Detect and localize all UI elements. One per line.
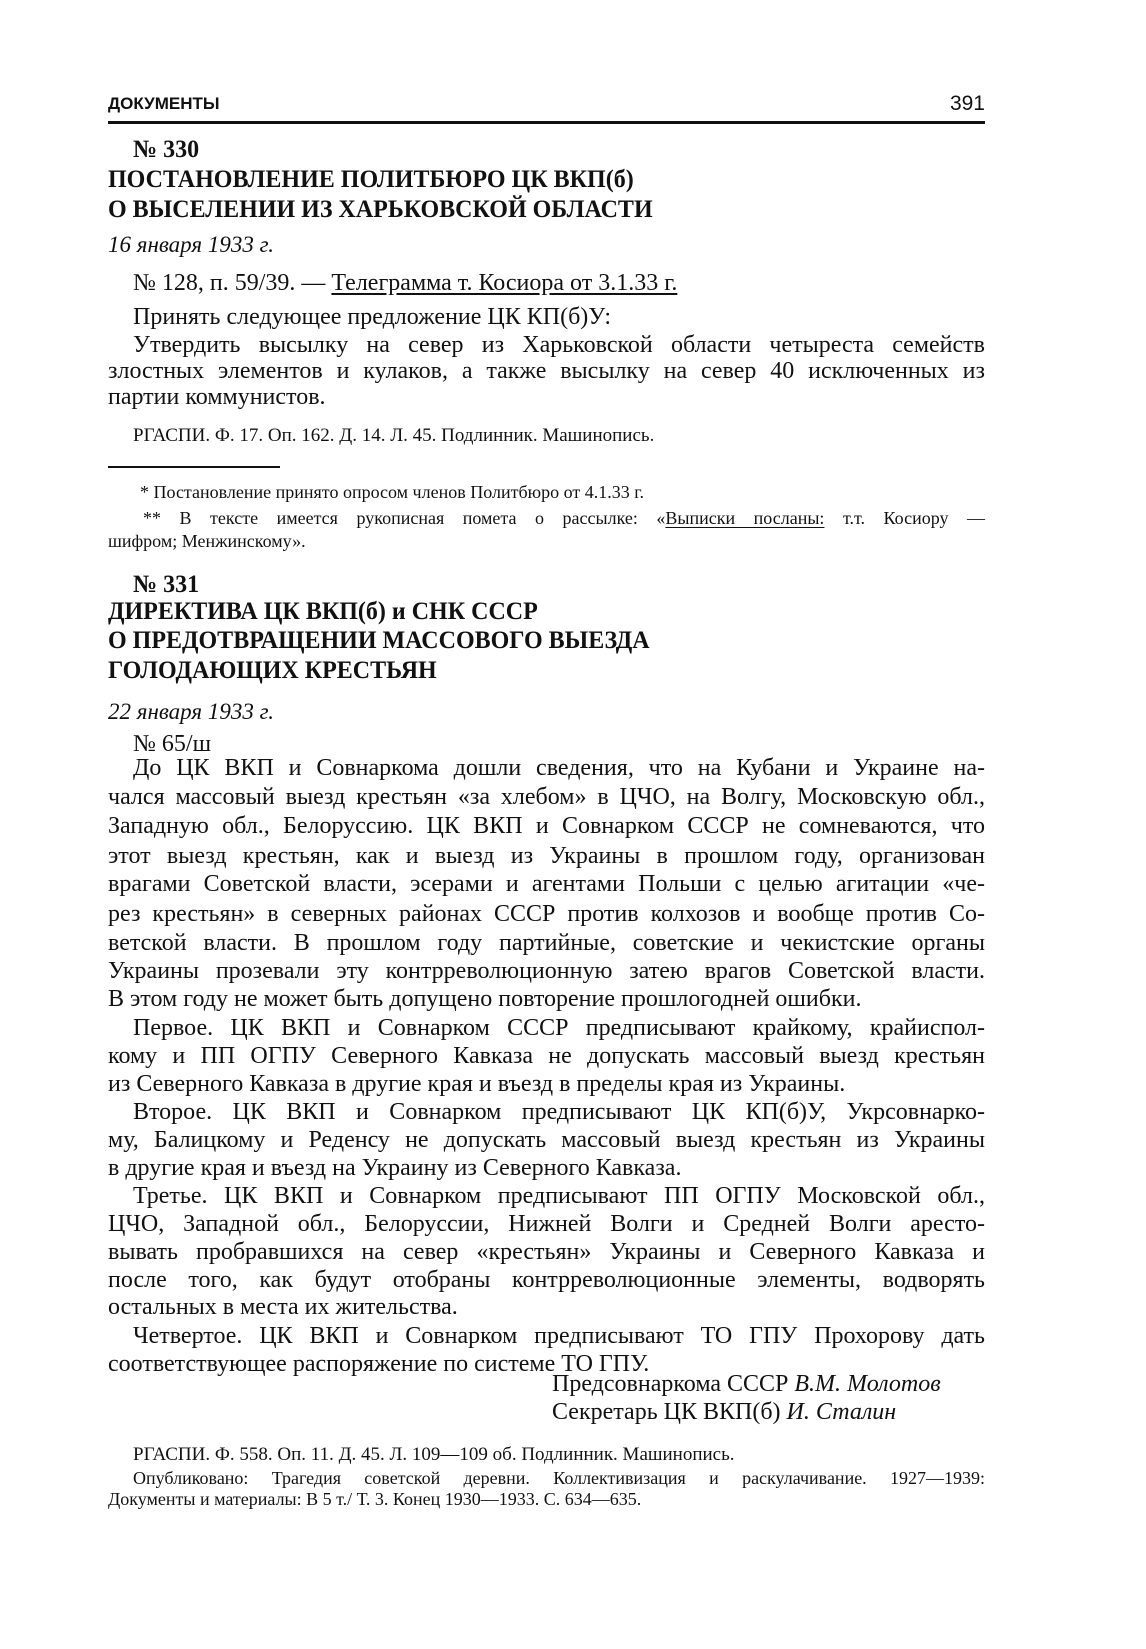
doc331-body-line: Западную обл., Белоруссию. ЦК ВКП и Совнарком СССР не сомневаются, что (108, 813, 985, 839)
doc331-body-line: вывать пробравшихся на север «крестьян» Украины и Северного Кавказа и (108, 1239, 985, 1265)
doc331-body-line: До ЦК ВКП и Совнаркома дошли сведения, что на Кубани и Украине на- (133, 755, 985, 781)
footnote-2-continuation: шифром; Менжинскому». (108, 531, 306, 551)
doc330-number: № 330 (133, 136, 200, 163)
header-rule (108, 121, 985, 124)
doc331-date: 22 января 1933 г. (108, 699, 274, 724)
doc331-body-line: этот выезд крестьян, как и выезд из Украины в прошлом году, организован (108, 843, 985, 869)
doc331-body-line: остальных в места их жительства. (108, 1294, 458, 1320)
doc331-body-line: соответствующее распоряжение по системе ТО ГПУ. (108, 1351, 650, 1377)
signature-molotov (552, 1371, 941, 1398)
doc330-body-line: злостных элементов и кулаков, а также высылку на север 40 исключенных из (108, 358, 985, 384)
footnote-2 (143, 506, 985, 530)
doc330-date: 16 января 1933 г. (108, 232, 274, 257)
footnote-2-prefix: ** В тексте имеется рукописная помета о рассылке: « (143, 508, 666, 528)
footnote-rule (108, 466, 280, 468)
doc330-archive: РГАСПИ. Ф. 17. Оп. 162. Д. 14. Л. 45. Подлинник. Машинопись. (133, 425, 655, 446)
doc330-body-line: Утвердить высылку на север из Харьковской области четыреста семейств (133, 332, 985, 358)
doc331-body-line: ЦЧО, Западной обл., Белоруссии, Нижней Волги и Средней Волги аресто- (108, 1211, 985, 1237)
doc331-title-line: О ПРЕДОТВРАЩЕНИИ МАССОВОГО ВЫЕЗДА (108, 627, 650, 654)
signature-role: Предсовнаркома СССР (552, 1371, 795, 1397)
running-header-section: ДОКУМЕНТЫ (108, 94, 220, 113)
signature-name: В.М. Молотов (794, 1371, 941, 1397)
doc331-body-line: му, Балицкому и Реденсу не допускать массовый выезд крестьян из Украины (108, 1127, 985, 1153)
doc331-body-line: рез крестьян» в северных районах СССР против колхозов и вообще против Со- (108, 901, 985, 927)
doc331-body-line: Четвертое. ЦК ВКП и Совнарком предписывают ТО ГПУ Прохорову дать (133, 1323, 985, 1349)
doc331-published-line: Опубликовано: Трагедия советской деревни. Коллективизация и раскулачивание. 1927—1939: (133, 1468, 985, 1488)
doc330-title-line: О ВЫСЕЛЕНИИ ИЗ ХАРЬКОВСКОЙ ОБЛАСТИ (108, 196, 653, 223)
doc330-body-line: Принять следующее предложение ЦК КП(б)У: (133, 304, 612, 330)
doc331-body-line: кому и ПП ОГПУ Северного Кавказа не допускать массовый выезд крестьян (108, 1043, 985, 1069)
doc330-ref-prefix: № 128, п. 59/39. — (133, 270, 332, 296)
doc331-body-line: Украины прозевали эту контрреволюционную затею врагов Советской власти. (108, 958, 985, 984)
doc331-title-line: ДИРЕКТИВА ЦК ВКП(б) и СНК СССР (108, 598, 538, 625)
doc331-reference: № 65/ш (133, 731, 212, 757)
doc331-body-line: из Северного Кавказа в другие края и въезд в пределы края из Украины. (108, 1071, 846, 1097)
doc331-body-line: после того, как будут отобраны контрреволюционные элементы, водворять (108, 1267, 985, 1293)
signature-role: Секретарь ЦК ВКП(б) (552, 1399, 787, 1425)
doc331-title-line: ГОЛОДАЮЩИХ КРЕСТЬЯН (108, 657, 437, 684)
doc331-number: № 331 (133, 571, 200, 598)
doc331-body-line: чался массовый выезд крестьян «за хлебом» в ЦЧО, на Волгу, Московскую обл., (108, 784, 985, 810)
page-number: 391 (949, 92, 985, 115)
signature-stalin (552, 1399, 896, 1426)
doc331-body-line: врагами Советской власти, эсерами и агентами Польши с целью агитации «че- (108, 871, 985, 897)
signature-name: И. Сталин (786, 1399, 897, 1425)
doc331-body-line: в другие края и въезд на Украину из Северного Кавказа. (108, 1155, 682, 1181)
doc330-body-line: партии коммунистов. (108, 384, 326, 410)
doc331-published-line: Документы и материалы: В 5 т./ Т. 3. Конец 1930—1933. С. 634—635. (108, 1489, 642, 1509)
doc331-body-line: Третье. ЦК ВКП и Совнарком предписывают ПП ОГПУ Московской обл., (133, 1183, 985, 1209)
doc331-body-line: В этом году не может быть допущено повторение прошлогодней ошибки. (108, 986, 862, 1012)
doc331-body-line: Первое. ЦК ВКП и Совнарком СССР предписывают крайкому, крайиспол- (133, 1015, 985, 1041)
doc330-title-line: ПОСТАНОВЛЕНИЕ ПОЛИТБЮРО ЦК ВКП(б) (108, 166, 634, 193)
doc330-ref-underlined: Телеграмма т. Косиора от 3.1.33 г. (331, 270, 678, 296)
doc331-body-line: ветской власти. В прошлом году партийные, советские и чекистские органы (108, 930, 985, 956)
doc331-archive: РГАСПИ. Ф. 558. Оп. 11. Д. 45. Л. 109—109 об. Подлинник. Машинопись. (133, 1444, 735, 1465)
doc330-reference (133, 270, 677, 297)
doc331-body-line: Второе. ЦК ВКП и Совнарком предписывают ЦК КП(б)У, Укрсовнарко- (133, 1099, 985, 1125)
footnote-2-underlined: Выписки посланы: (665, 508, 825, 528)
footnote-1: * Постановление принято опросом членов Политбюро от 4.1.33 г. (140, 482, 645, 502)
footnote-2-suffix: т.т. Косиору — (824, 508, 985, 528)
